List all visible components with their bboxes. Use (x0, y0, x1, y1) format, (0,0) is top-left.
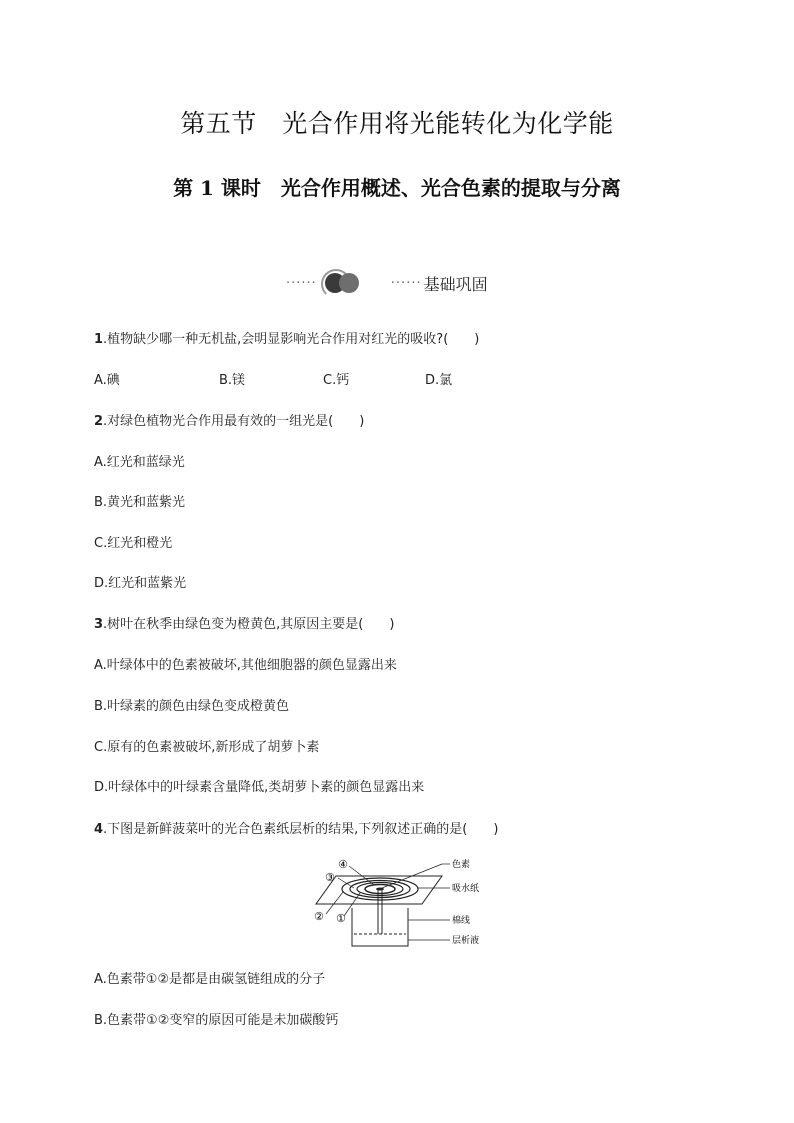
question-stem: .植物缺少哪一种无机盐,会明显影响光合作用对红光的吸收?( ) (103, 332, 480, 347)
section-label: 基础巩固 (423, 274, 488, 294)
question-1 (94, 328, 479, 347)
option-b: B.叶绿素的颜色由绿色变成橙黄色 (94, 699, 290, 714)
question-4 (94, 818, 498, 837)
option-a: A.红光和蓝绿光 (94, 455, 185, 470)
label-band-2: ② (314, 910, 324, 923)
label-cotton-thread: 棉线 (452, 916, 471, 926)
option-d: D.红光和蓝紫光 (94, 576, 187, 591)
option-d: D.叶绿体中的叶绿素含量降低,类胡萝卜素的颜色显露出来 (94, 780, 425, 795)
question-number: 4 (94, 822, 104, 837)
label-band-3: ③ (325, 871, 335, 884)
section-dots-right: ······ (390, 275, 422, 291)
option-c: C.钙 (323, 373, 350, 388)
question-number: 2 (94, 414, 104, 429)
option-b: B.色素带①②变窄的原因可能是未加碳酸钙 (94, 1013, 339, 1028)
question-2 (94, 410, 364, 429)
label-band-1: ① (336, 912, 346, 925)
question-number: 1 (94, 332, 104, 347)
label-solvent: 层析液 (452, 936, 480, 946)
question-stem: .下图是新鲜菠菜叶的光合色素纸层析的结果,下列叙述正确的是( ) (103, 822, 499, 837)
lesson-subtitle: 第 1 课时 光合作用概述、光合色素的提取与分离 (173, 176, 621, 200)
section-header (286, 268, 488, 298)
section-badge-icon (321, 272, 365, 294)
label-blotting-paper: 吸水纸 (452, 884, 480, 894)
option-a: A.色素带①②是都是由碳氢链组成的分子 (94, 972, 326, 987)
option-b: B.黄光和蓝紫光 (94, 495, 186, 510)
option-a: A.叶绿体中的色素被破坏,其他细胞器的颜色显露出来 (94, 658, 397, 673)
option-b: B.镁 (219, 373, 246, 388)
page-title: 第五节 光合作用将光能转化为化学能 (180, 109, 614, 138)
section-dots-left: ······ (286, 275, 317, 291)
question-stem: .树叶在秋季由绿色变为橙黄色,其原因主要是( ) (103, 617, 395, 632)
option-d: D.氯 (425, 373, 453, 388)
question-stem: .对绿色植物光合作用最有效的一组光是( ) (103, 414, 365, 429)
option-a: A.碘 (94, 373, 120, 388)
question-3 (94, 613, 394, 632)
chromatography-figure (310, 858, 490, 950)
question-number: 3 (94, 617, 104, 632)
label-band-4: ④ (338, 858, 348, 871)
label-pigment: 色素 (452, 860, 471, 870)
option-c: C.红光和橙光 (94, 536, 173, 551)
option-c: C.原有的色素被破坏,新形成了胡萝卜素 (94, 740, 320, 755)
